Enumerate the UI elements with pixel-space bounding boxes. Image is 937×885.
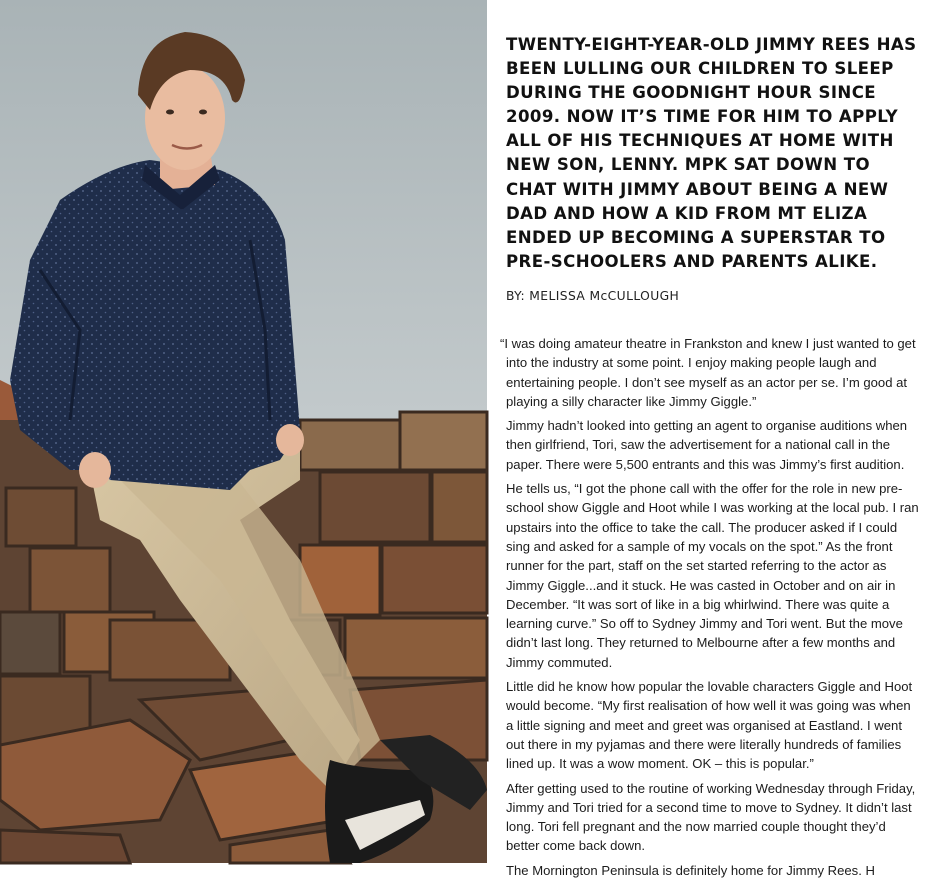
paragraph: “I was doing amateur theatre in Frankston and knew I just wanted to get into the industry at some point. I enjoy making people laugh and entertaining people. I don’t see myself as an actor per se. I’m good at playing a silly character like Jimmy Giggle.”	[500, 336, 916, 409]
byline: BY: MELISSA McCULLOUGH	[506, 289, 680, 303]
paragraph: Little did he know how popular the lovable characters Giggle and Hoot would become. “My first realisation of how well it was going was when a little signing and meet and greet was organised at Eastland. I went out there in my pyjamas and there were literally hundreds of families lined up. It was a wow moment. OK – this is popular.”	[506, 679, 913, 772]
hand	[79, 452, 111, 488]
paragraph: Jimmy hadn’t looked into getting an agent to organise auditions when then girlfriend, Tori, saw the advertisement for a national call in the paper. There were 5,500 entrants and this was Jimmy’s first audition.	[506, 418, 908, 472]
hand	[276, 424, 304, 456]
article-body	[500, 334, 920, 885]
paragraph: After getting used to the routine of working Wednesday through Friday, Jimmy and Tori tried for a second time to move to Sydney. It didn’t last long. Tori fell pregnant and the now married couple thought they’d better come back down.	[506, 780, 916, 854]
article-column	[500, 0, 925, 878]
paragraph: He tells us, “I got the phone call with the offer for the role in new pre-school show Giggle and Hoot while I was working at the local pub. I ran upstairs into the office to take the call. The producer asked if I could sing and asked for a sample of my vocals on the spot.” As the front runner for the part, staff on the set started referring to the actor as Jimmy Giggle...and it stuck. He was casted in October and on air in December. “It was sort of like in a big whirlwind. There was quite a learning curve.” So off to Sydney Jimmy and Tori went. But the move didn’t last long. They returned to Melbourne after a few months and Jimmy commuted.	[506, 481, 919, 670]
paragraph: The Mornington Peninsula is definitely home for Jimmy Rees. H	[506, 862, 875, 878]
headline: TWENTY-EIGHT-YEAR-OLD JIMMY REES HAS BEEN LULLING OUR CHILDREN TO SLEEP DURING THE GOODNIGHT HOUR SINCE 2009. NOW IT’S TIME FOR HIM TO APPLY ALL OF HIS TECHNIQUES AT HOME WITH NEW SON, LENNY. MPK SAT DOWN TO CHAT WITH JIMMY ABOUT BEING A NEW DAD AND HOW A KID FROM MT ELIZA ENDED UP BECOMING A SUPERSTAR TO PRE-SCHOOLERS AND PARENTS ALIKE.	[506, 35, 917, 271]
